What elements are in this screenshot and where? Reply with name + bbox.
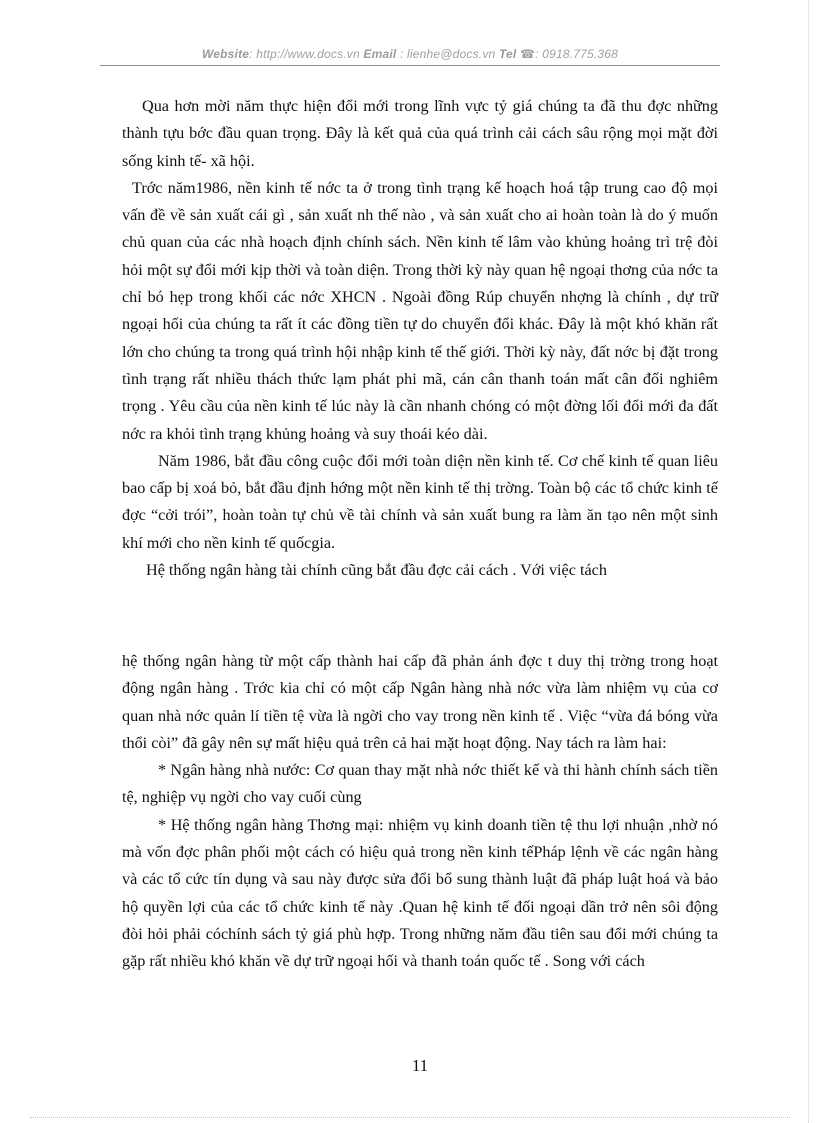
bottom-dotted-border [30,1117,790,1118]
tel-label: Tel [498,47,517,61]
paragraph-banking-reform: Hệ thống ngân hàng tài chính cũng bắt đầu đợc cải cách . Với việc tách [146,561,607,580]
paragraph-intro: Qua hơn mời năm thực hiện đổi mới trong lĩnh vực tỷ giá chúng ta đã thu đợc những thành tựu bớc đầu quan trọng. Đây là kết quả của quá trình cải cách sâu rộng mọi mặt đời sống kinh tế- xã hội. [122,97,718,170]
bullet-commercial-banks: * Hệ thống ngân hàng Thơng mại: nhiệm vụ kinh doanh tiền tệ thu lợi nhuận ,nhờ nó mà vốn đợc phân phối một cách có hiệu quả trong nền kinh tếPháp lệnh về các ngân hàng và các tổ cức tín dụng và sau này được sửa đổi bổ sung thành luật đã pháp luật hoá và bảo hộ quyền lợi của các tổ chức kinh tế này .Quan hệ kinh tế đối ngoại dần trở nên sôi động đòi hỏi phải cóchính sách tỷ giá phù hợp. Trong những năm đầu tiên sau đổi mới chúng ta gặp rất nhiều khó khăn về dự trữ ngoại hối và thanh toán quốc tế . Song với cách [122,815,718,971]
text-block-upper [122,93,718,584]
paragraph-two-tier-system: hệ thống ngân hàng từ một cấp thành hai cấp đã phản ánh đợc t duy thị trờng trong hoạt động ngân hàng . Trớc kia chỉ có một cấp Ngân hàng nhà nớc vừa làm nhiệm vụ của cơ quan nhà nớc quản lí tiền tệ vừa là ngời cho vay trong nền kinh tế . Việc “vừa đá bóng vừa thổi còi” đã gây nên sự mất hiệu quả trên cả hai mặt hoạt động. Nay tách ra làm hai: [122,652,718,752]
page-header [100,47,720,61]
tel-value: ☎: 0918.775.368 [516,47,619,61]
paragraph-1986-reform: Năm 1986, bắt đầu công cuộc đổi mới toàn diện nền kinh tế. Cơ chế kinh tế quan liêu bao cấp bị xoá bỏ, bắt đầu định hớng một nền kinh tế thị trờng. Toàn bộ các tổ chức kinh tế đợc “cởi trói”, hoàn toàn tự chủ về tài chính và sản xuất bung ra làm ăn tạo nên một sinh khí mới cho nền kinh tế quốcgia. [122,451,718,552]
email-label: Email [363,47,397,61]
email-value: : lienhe@docs.vn [396,47,499,61]
paragraph-before-1986: Trớc năm1986, nền kinh tế nớc ta ở trong tình trạng kế hoạch hoá tập trung cao độ mọi vấn đề về sản xuất cái gì , sản xuất nh thế nào , và sản xuất cho ai hoàn toàn là do ý muốn chủ quan của các nhà hoạch định chính sách. Nền kinh tế lâm vào khủng hoảng trì trệ đòi hỏi một sự đổi mới kịp thời và toàn diện. Trong thời kỳ này quan hệ ngoại thơng của nớc ta chỉ bó hẹp trong khối các nớc XHCN . Ngoài đồng Rúp chuyển nhợng là chính , dự trữ ngoại hối của chúng ta rất ít các đồng tiền tự do chuyển đổi khác. Đây là một khó khăn rất lớn cho chúng ta trong quá trình hội nhập kinh tế thế giới. Thời kỳ này, đất nớc bị đặt trong tình trạng rất nhiều thách thức lạm phát phi mã, cán cân thanh toán mất cân đối nghiêm trọng . Yêu cầu của nền kinh tế lúc này là cần nhanh chóng có một đờng lối đổi mới đa đất nớc ra khỏi tình trạng khủng hoảng và suy thoái kéo dài. [122,178,718,443]
website-label: Website [201,47,250,61]
header-divider [100,65,720,66]
text-block-lower [122,648,718,976]
page-number: 11 [411,1056,429,1075]
bullet-state-bank: * Ngân hàng nhà nước: Cơ quan thay mặt nhà nớc thiết kế và thi hành chính sách tiền tệ, nghiệp vụ ngời cho vay cuối cùng [122,761,718,807]
right-dotted-border [808,0,809,1123]
website-value: : http://www.docs.vn [249,47,364,61]
